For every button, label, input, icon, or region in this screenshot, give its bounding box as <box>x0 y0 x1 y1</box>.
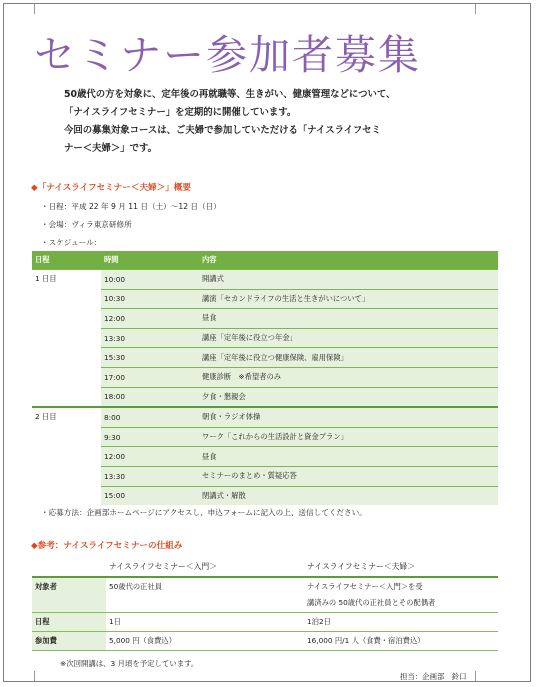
crop-mark <box>475 671 486 681</box>
contact-person: 担当：企画部 鈴口 <box>400 672 467 681</box>
content-cell: ワーク「これからの生活設計と資金プラン」 <box>199 427 498 447</box>
table-row <box>32 427 498 447</box>
content-cell: 健康診断 ※希望者のみ <box>199 367 498 387</box>
table-row <box>32 328 498 348</box>
table-row <box>32 309 498 329</box>
time-cell: 10:30 <box>101 289 199 309</box>
content-cell: 講座「定年後に役立つ年金」 <box>199 328 498 348</box>
column-header <box>32 557 106 577</box>
content-cell: セミナーのまとめ・質疑応答 <box>199 466 498 486</box>
couple-cell: 16,000 円/1 人（食費・宿泊費込） <box>304 632 498 651</box>
beginner-cell: 5,000 円（食費込） <box>106 632 304 651</box>
content-cell: 開講式 <box>199 270 498 290</box>
time-cell: 10:00 <box>101 270 199 290</box>
table-row <box>32 348 498 368</box>
apply-note: ・応募方法：企画部ホームページにアクセスし、申込フォームに記入の上、送信してください。 <box>41 508 367 517</box>
content-cell: 昼食 <box>199 309 498 329</box>
intro-line: 「ナイスライフセミナー」を定期的に開催しています。 <box>64 107 297 118</box>
time-cell: 17:00 <box>101 367 199 387</box>
day-cell: 2 日目 <box>32 407 101 505</box>
table-row <box>32 466 498 486</box>
crop-mark <box>24 4 35 14</box>
column-header: ナイスライフセミナー＜入門＞ <box>106 557 304 577</box>
table-row <box>32 367 498 387</box>
schedule-table <box>32 251 498 505</box>
content-cell: 夕食・懇親会 <box>199 387 498 407</box>
content-cell: 講演「セカンドライフの生活と生きがいについて」 <box>199 289 498 309</box>
page <box>3 3 531 682</box>
intro-line: 50歳代の方を対象に、定年後の再就職等、生きがい、健康管理などについて、 <box>64 89 396 100</box>
time-cell: 18:00 <box>101 387 199 407</box>
table-row <box>32 613 498 632</box>
time-cell: 8:00 <box>101 407 199 427</box>
section-heading-overview: ◆「ナイスライフセミナー＜夫婦＞」概要 <box>31 183 192 193</box>
time-cell: 9:30 <box>101 427 199 447</box>
table-row <box>32 270 498 290</box>
cell-line: 講済みの 50歳代の正社員とその配偶者 <box>307 598 436 607</box>
beginner-cell: 1日 <box>106 613 304 632</box>
time-cell: 15:30 <box>101 348 199 368</box>
column-header: 時間 <box>101 251 199 270</box>
table-row <box>32 632 498 651</box>
comparison-header-row <box>32 557 498 577</box>
intro-line: 今回の募集対象コースは、ご夫婦で参加していただける「ナイスライフセミ <box>64 125 381 136</box>
day-cell: 1 日目 <box>32 270 101 408</box>
content-cell: 朝食・ラジオ体操 <box>199 407 498 427</box>
row-label: 日程 <box>32 613 106 632</box>
schedule-header-row <box>32 251 498 270</box>
time-cell: 12:00 <box>101 447 199 467</box>
couple-cell <box>304 577 498 613</box>
couple-cell: 1泊2日 <box>304 613 498 632</box>
intro-text <box>64 86 484 158</box>
beginner-cell: 50歳代の正社員 <box>106 577 304 613</box>
next-session-note: ※次回開講は、3 月頃を予定しています。 <box>60 659 199 668</box>
crop-mark <box>475 4 486 14</box>
intro-line: ナー＜夫婦＞」です。 <box>64 143 157 154</box>
time-cell: 13:30 <box>101 328 199 348</box>
column-header: 日程 <box>32 251 101 270</box>
table-row <box>32 486 498 505</box>
comparison-table <box>32 557 498 651</box>
column-header: 内容 <box>199 251 498 270</box>
time-cell: 13:30 <box>101 466 199 486</box>
table-row <box>32 289 498 309</box>
table-row <box>32 447 498 467</box>
crop-mark <box>24 671 35 681</box>
table-row <box>32 407 498 427</box>
table-row <box>32 387 498 407</box>
event-date: ・日程：平成 22 年 9 月 11 日（土）～12 日（日） <box>41 202 221 211</box>
content-cell: 閉講式・解散 <box>199 486 498 505</box>
event-venue: ・会場：ヴィラ東京研修所 <box>41 220 132 229</box>
cell-line: ナイスライフセミナー＜入門＞を受 <box>307 582 423 591</box>
time-cell: 12:00 <box>101 309 199 329</box>
row-label: 対象者 <box>32 577 106 613</box>
content-cell: 昼食 <box>199 447 498 467</box>
schedule-label: ・スケジュール： <box>41 238 102 247</box>
time-cell: 15:00 <box>101 486 199 505</box>
row-label: 参加費 <box>32 632 106 651</box>
table-row <box>32 577 498 613</box>
page-title: セミナー参加者募集 <box>34 31 421 79</box>
section-heading-reference: ◆参考：ナイスライフセミナーの仕組み <box>31 541 183 551</box>
column-header: ナイスライフセミナー＜夫婦＞ <box>304 557 498 577</box>
content-cell: 講座「定年後に役立つ健康保険、雇用保険」 <box>199 348 498 368</box>
